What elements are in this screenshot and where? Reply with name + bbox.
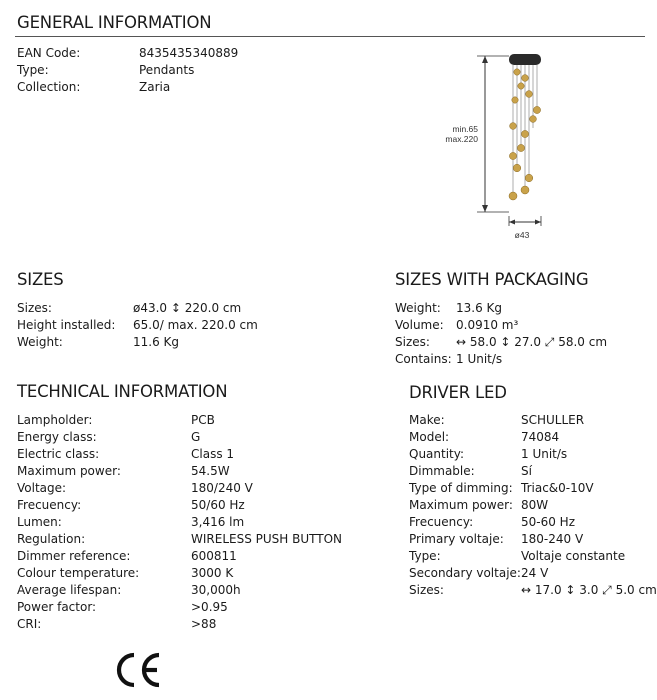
table-row xyxy=(17,446,342,463)
table-row xyxy=(395,334,607,351)
table-row xyxy=(409,497,657,514)
row-label: Quantity: xyxy=(409,447,465,461)
driver-table xyxy=(409,412,657,599)
row-value: SCHULLER xyxy=(521,413,585,427)
table-row xyxy=(17,497,342,514)
table-row xyxy=(17,463,342,480)
row-value: >0.95 xyxy=(191,600,228,614)
general-divider xyxy=(15,36,645,37)
row-label: Lampholder: xyxy=(17,413,93,427)
row-label: Dimmer reference: xyxy=(17,549,131,563)
table-row xyxy=(409,582,657,599)
row-value: G xyxy=(191,430,201,444)
row-value: ↔ 58.0 ↕ 27.0 ⤢ 58.0 cm xyxy=(456,335,608,349)
table-row xyxy=(17,62,238,79)
table-row xyxy=(17,565,342,582)
row-label: Maximum power: xyxy=(409,498,513,512)
row-label: Contains: xyxy=(395,352,452,366)
row-value: 1 Unit/s xyxy=(456,352,503,366)
row-value: 65.0/ max. 220.0 cm xyxy=(133,318,258,332)
row-value: 24 V xyxy=(521,566,549,580)
row-label: Height installed: xyxy=(17,318,116,332)
row-value: Sí xyxy=(521,464,532,478)
ce-mark-icon xyxy=(115,650,163,690)
table-row xyxy=(395,351,607,368)
packaging-title: SIZES WITH PACKAGING xyxy=(395,270,589,289)
row-label: Dimmable: xyxy=(409,464,475,478)
row-label: Weight: xyxy=(17,335,63,349)
general-title: GENERAL INFORMATION xyxy=(17,13,212,32)
row-value: 3,416 lm xyxy=(191,515,245,529)
row-value: Class 1 xyxy=(191,447,235,461)
row-label: Frecuency: xyxy=(409,515,474,529)
row-value: 180/240 V xyxy=(191,481,253,495)
row-value: 13.6 Kg xyxy=(456,301,503,315)
row-label: Average lifespan: xyxy=(17,583,122,597)
row-value: Pendants xyxy=(139,63,195,77)
row-value: PCB xyxy=(191,413,215,427)
table-row xyxy=(409,446,657,463)
row-value: 3000 K xyxy=(191,566,234,580)
row-value: 50-60 Hz xyxy=(521,515,576,529)
table-row xyxy=(409,463,657,480)
row-value: WIRELESS PUSH BUTTON xyxy=(191,532,343,546)
row-value: Voltaje constante xyxy=(521,549,626,563)
row-value: 600811 xyxy=(191,549,237,563)
row-value: Triac&0-10V xyxy=(521,481,594,495)
height-label-min: min.65 xyxy=(452,124,478,134)
row-label: Energy class: xyxy=(17,430,97,444)
technical-table xyxy=(17,412,342,633)
row-label: Electric class: xyxy=(17,447,100,461)
product-dimension-drawing xyxy=(445,48,585,248)
table-row xyxy=(17,317,258,334)
table-row xyxy=(17,300,258,317)
table-row xyxy=(17,514,342,531)
table-row xyxy=(409,429,657,446)
table-row xyxy=(409,514,657,531)
canopy xyxy=(509,54,541,65)
table-row xyxy=(17,429,342,446)
sizes-title: SIZES xyxy=(17,270,64,289)
row-value: >88 xyxy=(191,617,217,631)
row-value: 8435435340889 xyxy=(139,46,239,60)
height-label-max: max.220 xyxy=(445,134,478,144)
row-value: ø43.0 ↕ 220.0 cm xyxy=(133,301,242,315)
table-row xyxy=(17,79,238,96)
row-value: 0.0910 m³ xyxy=(456,318,519,332)
row-label: Secondary voltaje: xyxy=(409,566,521,580)
row-label: Model: xyxy=(409,430,450,444)
row-value: 74084 xyxy=(521,430,560,444)
row-label: Power factor: xyxy=(17,600,97,614)
table-row xyxy=(17,412,342,429)
driver-title: DRIVER LED xyxy=(409,383,507,402)
general-table xyxy=(17,45,238,96)
row-label: Make: xyxy=(409,413,445,427)
table-row xyxy=(409,480,657,497)
table-row xyxy=(17,582,342,599)
technical-title: TECHNICAL INFORMATION xyxy=(17,382,228,401)
row-label: Type: xyxy=(409,549,441,563)
row-value: Zaria xyxy=(139,80,171,94)
table-row xyxy=(409,412,657,429)
row-label: Sizes: xyxy=(409,583,444,597)
table-row xyxy=(17,548,342,565)
row-label: Sizes: xyxy=(395,335,430,349)
table-row xyxy=(17,334,258,351)
row-label: Collection: xyxy=(17,80,81,94)
table-row xyxy=(409,531,657,548)
row-value: 1 Unit/s xyxy=(521,447,568,461)
row-label: Type of dimming: xyxy=(409,481,513,495)
row-label: Frecuency: xyxy=(17,498,82,512)
row-label: EAN Code: xyxy=(17,46,81,60)
row-label: Colour temperature: xyxy=(17,566,140,580)
row-label: Primary voltaje: xyxy=(409,532,504,546)
sizes-table xyxy=(17,300,258,351)
diameter-label: ø43 xyxy=(514,230,530,240)
row-value: 180-240 V xyxy=(521,532,584,546)
table-row xyxy=(409,565,657,582)
row-label: Maximum power: xyxy=(17,464,121,478)
table-row xyxy=(17,531,342,548)
row-label: Regulation: xyxy=(17,532,86,546)
table-row xyxy=(17,45,238,62)
packaging-table xyxy=(395,300,607,368)
table-row xyxy=(17,616,342,633)
row-label: Sizes: xyxy=(17,301,52,315)
row-label: CRI: xyxy=(17,617,42,631)
table-row xyxy=(395,317,607,334)
row-value: 11.6 Kg xyxy=(133,335,180,349)
row-value: 54.5W xyxy=(191,464,230,478)
row-value: 50/60 Hz xyxy=(191,498,245,512)
row-label: Lumen: xyxy=(17,515,62,529)
row-value: ↔ 17.0 ↕ 3.0 ⤢ 5.0 cm xyxy=(521,583,657,597)
table-row xyxy=(17,480,342,497)
table-row xyxy=(395,300,607,317)
row-value: 30,000h xyxy=(191,583,241,597)
row-label: Volume: xyxy=(395,318,444,332)
table-row xyxy=(409,548,657,565)
row-label: Voltage: xyxy=(17,481,67,495)
row-value: 80W xyxy=(521,498,549,512)
table-row xyxy=(17,599,342,616)
row-label: Weight: xyxy=(395,301,441,315)
row-label: Type: xyxy=(17,63,49,77)
